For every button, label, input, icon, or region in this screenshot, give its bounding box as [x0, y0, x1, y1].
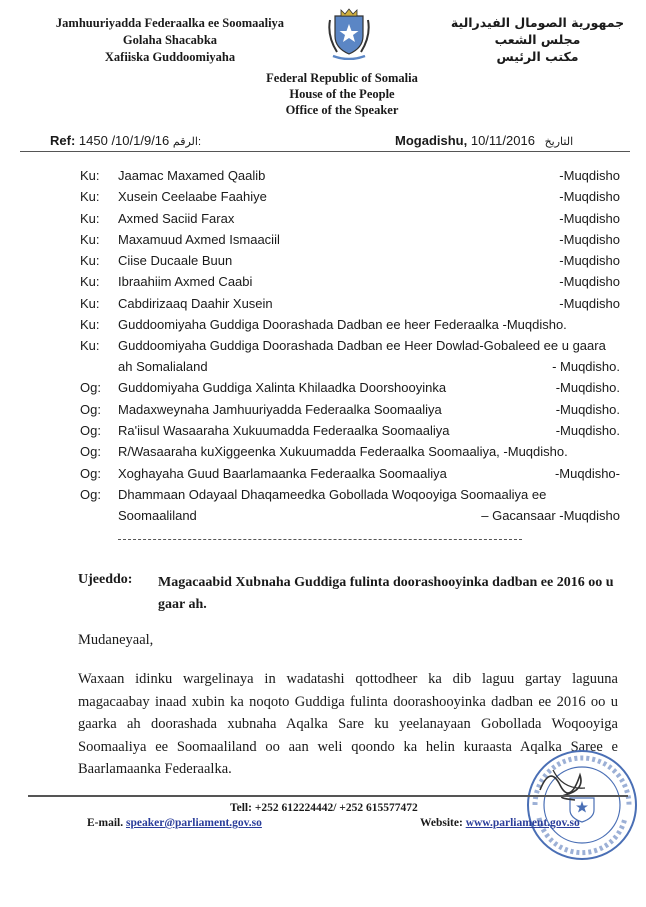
- footer-telephone: Tell: +252 612224442/ +252 615577472: [230, 802, 418, 814]
- subject-text: Magacaabid Xubnaha Guddiga fulinta doorashooyinka dadban ee 2016 oo u gaar ah.: [158, 575, 614, 612]
- list-item: Og: R/Wasaaraha kuXiggeenka Xukuumadda Federaalka Soomaaliya, -Muqdisho.: [80, 444, 568, 460]
- footer-email: [87, 817, 262, 829]
- header-arabic-line-1: جمهورية الصومال الفيدرالية: [450, 15, 625, 30]
- website-label: Website:: [420, 817, 463, 829]
- reference-number: [50, 133, 201, 148]
- ref-label: Ref:: [50, 133, 76, 148]
- list-item: Ku: Axmed Saciid Farax -Muqdisho: [80, 210, 620, 226]
- list-item: Ku: Jaamac Maxamed Qaalib -Muqdisho: [80, 168, 620, 183]
- letter-body: Waxaan idinku wargelinaya in wadatashi qottodheer ka dib laguu gartay laguuna magacaabay inaad xubin ka noqoto Guddiga fulinta doorashooyinka dadban ee 2016 oo u gaarka ah doorashada xubnaha Aqalka Sare ku yeelanayaan Gobollada Woqooyiga Soomaaliya ee Soomaaliland oo aan weli qoondo ka helin kuraasta Aqalka Saree e Baarlamaanka Federaalka.: [78, 671, 618, 777]
- header-english-line-3: Office of the Speaker: [285, 103, 399, 117]
- list-item: Ku: Ibraahiim Axmed Caabi -Muqdisho: [80, 274, 620, 290]
- header-somali-line-1: Jamhuuriyadda Federaalka ee Soomaaliya: [55, 16, 285, 30]
- greeting: Mudaneyaal,: [78, 632, 154, 648]
- header-somali-line-2: Golaha Shacabka: [122, 33, 218, 47]
- date-value: 10/11/2016: [470, 133, 535, 148]
- list-item: Ku: Guddoomiyaha Guddiga Doorashada Dadban ee Heer Dowlad-Gobaleed ee u gaara ah Somalialand - Muqdisho.: [80, 338, 620, 375]
- list-item: Og: Madaxweynaha Jamhuuriyadda Federaalka Soomaaliya -Muqdisho.: [80, 401, 620, 417]
- signature-icon: [535, 760, 595, 805]
- email-link[interactable]: speaker@parliament.gov.so: [125, 817, 262, 829]
- header-somali: [20, 15, 320, 66]
- list-item: Og: Dhammaan Odayaal Dhaqameedka Gobollada Woqooyiga Soomaaliya ee Soomaaliland – Gacansaar -Muqdisho: [80, 486, 620, 523]
- header-arabic-line-2: مجلس الشعب: [494, 32, 581, 47]
- date-arabic-label: التاريخ: [544, 136, 574, 148]
- header-somali-line-3: Xafiiska Guddoomiyaha: [104, 50, 236, 64]
- header-english-line-2: House of the People: [289, 87, 395, 101]
- website-link[interactable]: www.parliament.gov.so: [465, 817, 580, 829]
- recipient-list: [80, 165, 620, 526]
- letter-date: [395, 133, 573, 148]
- subject-label: Ujeeddo:: [78, 572, 133, 587]
- list-item: Og: Xoghayaha Guud Baarlamaanka Federaalka Soomaaliya -Muqdisho-: [80, 465, 620, 481]
- header-arabic-line-3: مكتب الرئيس: [496, 49, 579, 64]
- date-city: Mogadishu,: [395, 133, 468, 148]
- header-arabic: [440, 14, 635, 65]
- header-english: [210, 70, 474, 118]
- email-label: E-mail.: [87, 817, 124, 829]
- header-english-line-1: Federal Republic of Somalia: [266, 71, 418, 85]
- list-item: Og: Guddomiyaha Guddiga Xalinta Khilaadka Doorshooyinka -Muqdisho.: [80, 380, 620, 396]
- recipient-divider: [118, 539, 522, 540]
- list-item: Og: Ra'iisul Wasaaraha Xukuumadda Federaalka Soomaaliya -Muqdisho.: [80, 422, 620, 438]
- list-item: Ku: Cabdirizaaq Daahir Xusein -Muqdisho: [80, 295, 620, 311]
- list-item: Ku: Guddoomiyaha Guddiga Doorashada Dadban ee heer Federaalka -Muqdisho.: [80, 317, 567, 333]
- ref-arabic-label: الرقم:: [172, 136, 202, 148]
- footer-website: [420, 817, 580, 829]
- list-item: Ku: Maxamuud Axmed Ismaaciil -Muqdisho: [80, 231, 620, 247]
- list-item: Ku: Ciise Ducaale Buun -Muqdisho: [80, 253, 620, 269]
- somalia-emblem-icon: [327, 6, 371, 60]
- header-divider: [20, 151, 630, 152]
- list-item: Ku: Xusein Ceelaabe Faahiye -Muqdisho: [80, 189, 620, 205]
- ref-value: 1450 /10/1/9/16: [78, 133, 170, 148]
- footer-divider: [28, 795, 628, 797]
